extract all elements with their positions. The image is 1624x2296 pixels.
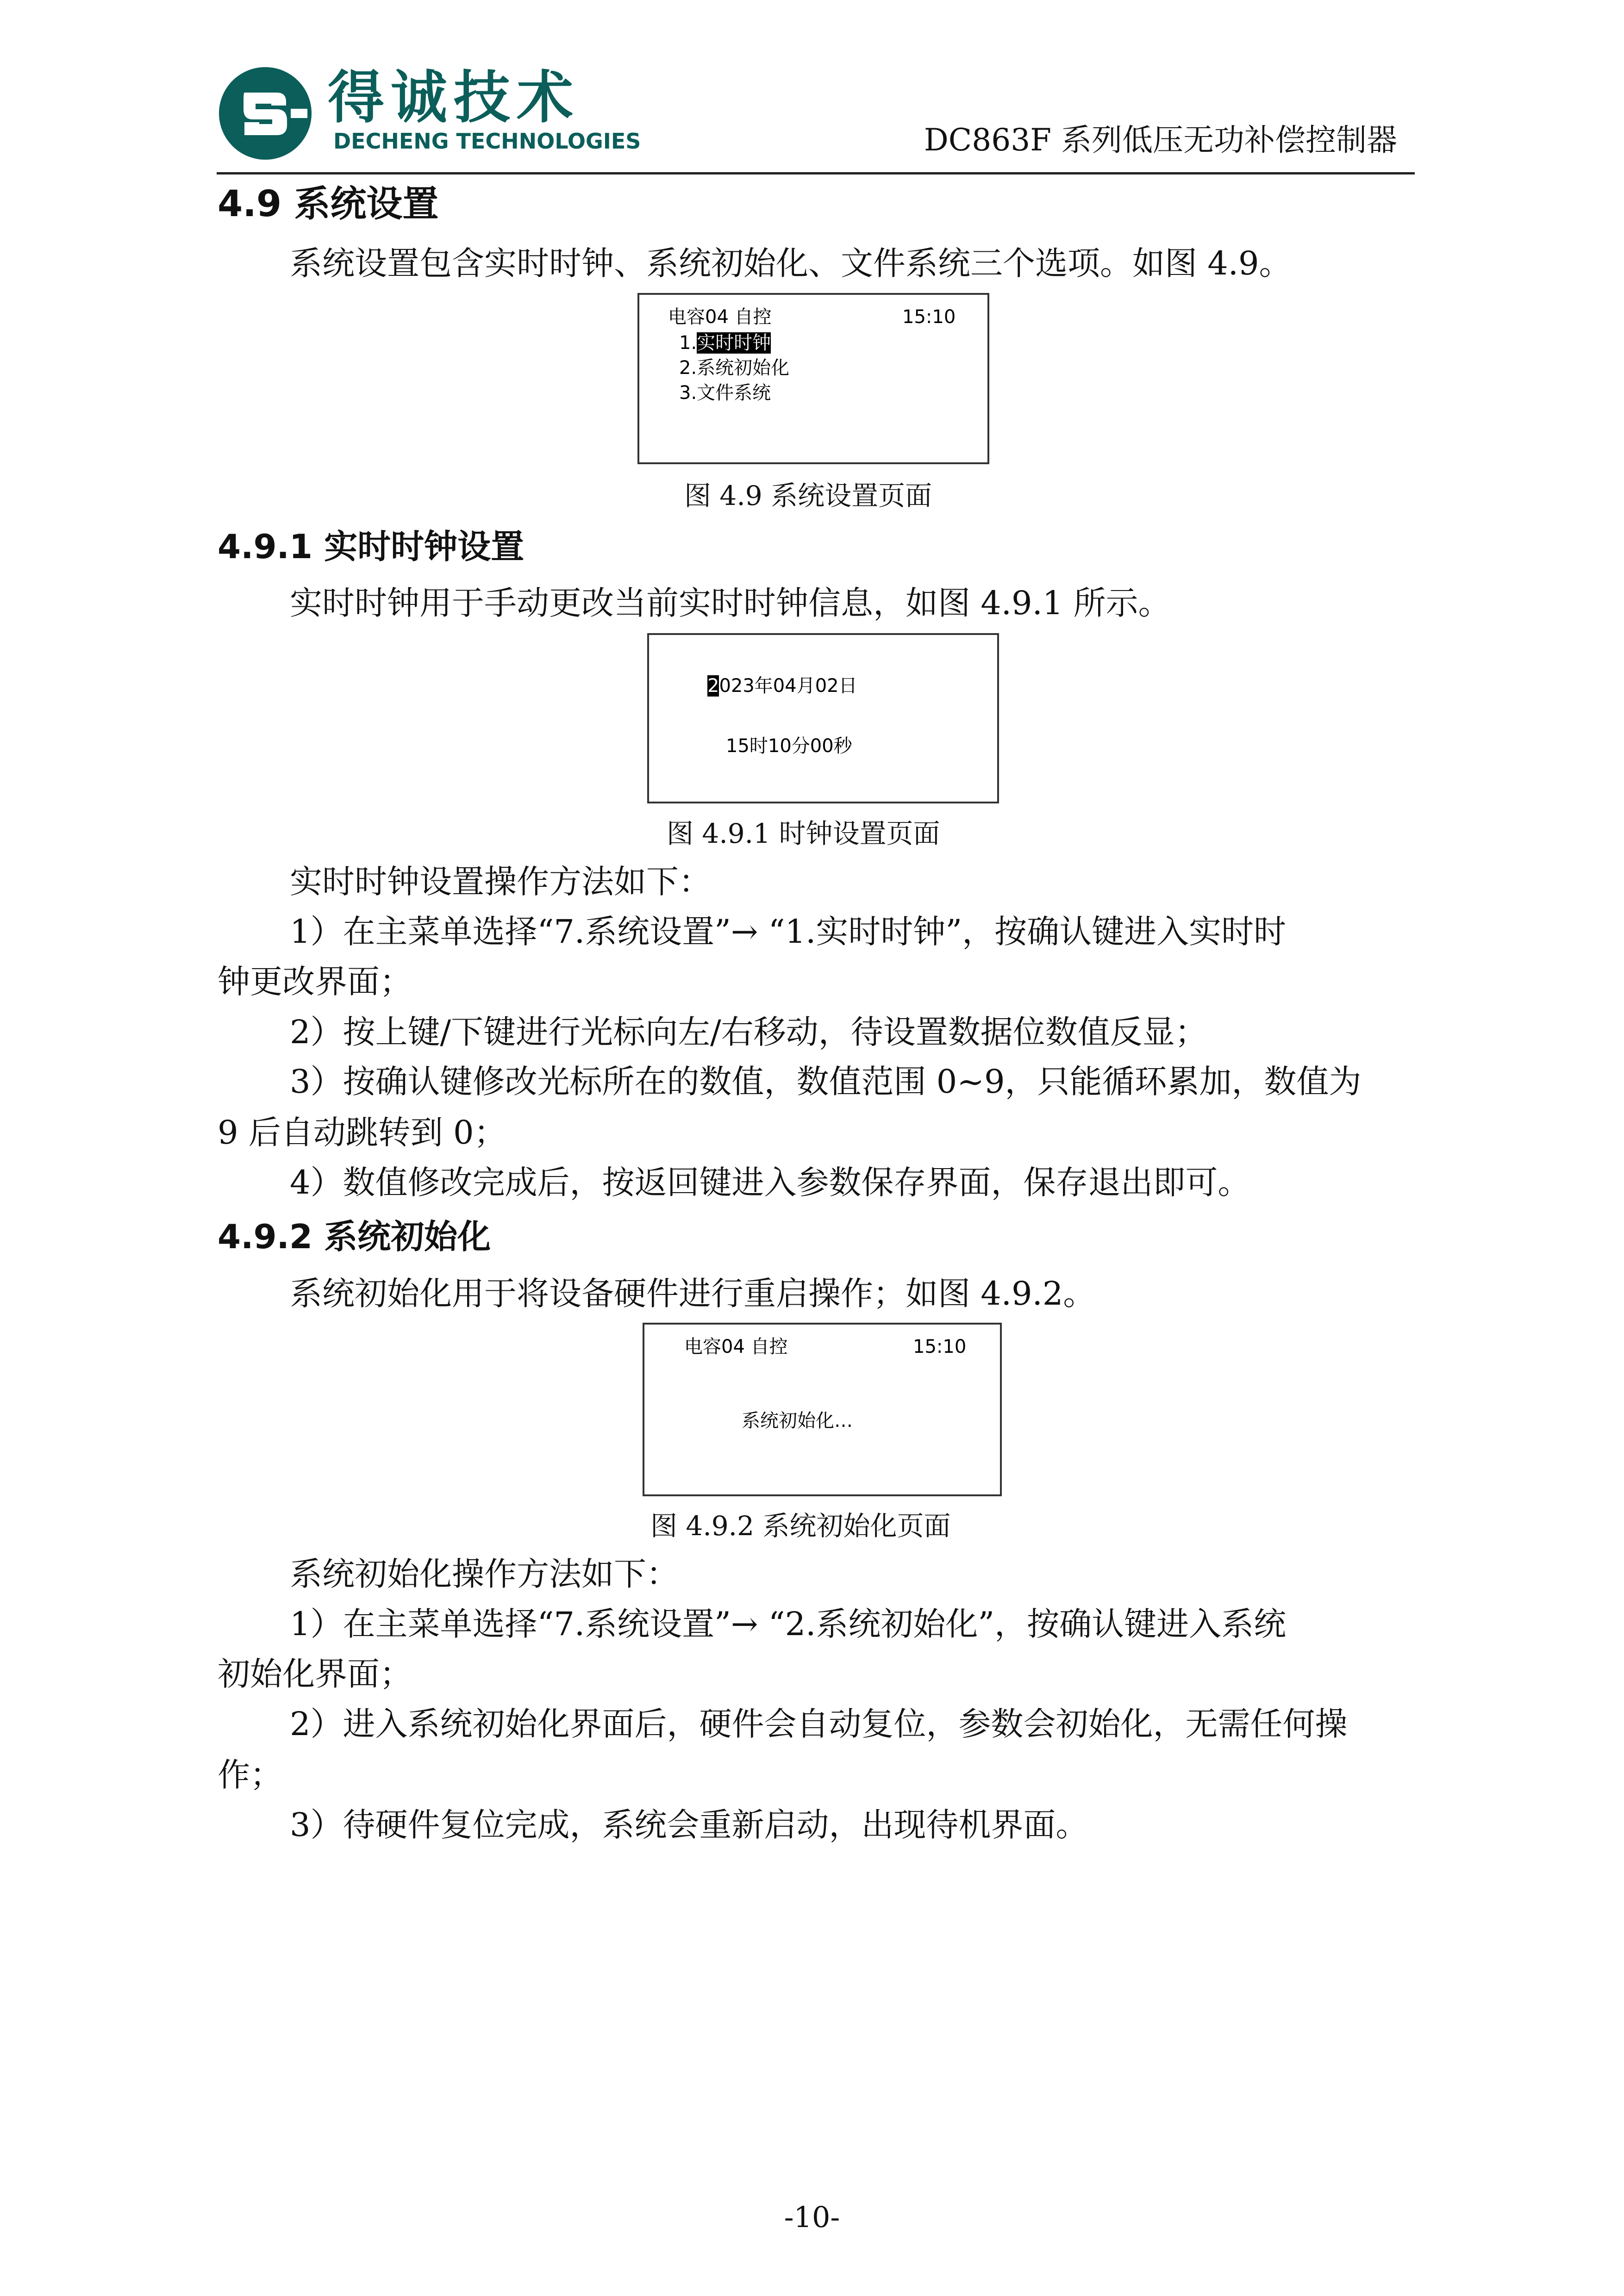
- edit-cursor: 2: [707, 675, 719, 697]
- menu-item-label: 系统初始化: [697, 357, 790, 379]
- menu-item-file-system: [679, 384, 771, 402]
- menu-item-label: 文件系统: [697, 382, 771, 404]
- menu-item-system-init: [679, 359, 789, 377]
- clock-method-title: 实时时钟设置操作方法如下：: [290, 863, 711, 901]
- init-step-2: 2）进入系统初始化界面后，硬件会自动复位，参数会初始化，无需任何操: [290, 1705, 1348, 1743]
- init-progress-message: 系统初始化…: [742, 1410, 853, 1431]
- section-4-9-1-heading: 4.9.1 实时时钟设置: [218, 527, 525, 566]
- menu-item-label-selected: 实时时钟: [697, 332, 771, 354]
- screen-clock: 15:10: [913, 1336, 967, 1357]
- clock-step-2: 2）按上键/下键进行光标向左/右移动，待设置数据位数值反显；: [290, 1013, 1207, 1051]
- system-settings-screen: [637, 293, 989, 464]
- section-4-9-heading: 4.9 系统设置: [218, 183, 439, 225]
- menu-item-realtime-clock: [679, 334, 771, 352]
- logo-english-text: DECHENG TECHNOLOGIES: [333, 129, 641, 154]
- menu-item-number: 3.: [679, 382, 697, 404]
- clock-step-1-continued: 钟更改界面；: [218, 963, 412, 1001]
- section-4-9-1-intro: 实时时钟用于手动更改当前实时时钟信息，如图 4.9.1 所示。: [290, 584, 1171, 622]
- document-title: DC863F 系列低压无功补偿控制器: [924, 122, 1397, 158]
- section-4-9-2-heading: 4.9.2 系统初始化: [218, 1217, 491, 1256]
- clock-settings-screen: [647, 633, 999, 803]
- section-4-9-intro: 系统设置包含实时时钟、系统初始化、文件系统三个选项。如图 4.9。: [290, 244, 1292, 282]
- init-step-1: 1）在主菜单选择“7.系统设置”→ “2.系统初始化”，按确认键进入系统: [290, 1605, 1287, 1643]
- menu-item-number: 2.: [679, 357, 697, 379]
- screen-status-label: 电容04 自控: [668, 306, 772, 328]
- init-step-3: 3）待硬件复位完成，系统会重新启动，出现待机界面。: [290, 1806, 1088, 1844]
- clock-step-3-continued: 9 后自动跳转到 0；: [218, 1114, 506, 1151]
- figure-4-9-2-caption: 图 4.9.2 系统初始化页面: [650, 1510, 951, 1542]
- init-step-2-continued: 作；: [218, 1756, 282, 1794]
- section-4-9-2-intro: 系统初始化用于将设备硬件进行重启操作；如图 4.9.2。: [290, 1275, 1096, 1313]
- init-step-1-continued: 初始化界面；: [218, 1655, 412, 1693]
- screen-status-label: 电容04 自控: [684, 1336, 788, 1357]
- page-number: -10-: [784, 2200, 840, 2234]
- screen-clock: 15:10: [902, 306, 956, 328]
- clock-step-1: 1）在主菜单选择“7.系统设置”→ “1.实时时钟”，按确认键进入实时时: [290, 913, 1287, 951]
- logo-chinese-text: 得诚技术: [328, 65, 580, 131]
- figure-4-9-1-caption: 图 4.9.1 时钟设置页面: [667, 818, 940, 849]
- figure-4-9-caption: 图 4.9 系统设置页面: [684, 480, 932, 511]
- time-display: 15时10分00秒: [726, 735, 852, 757]
- clock-step-4: 4）数值修改完成后，按返回键进入参数保存界面，保存退出即可。: [290, 1164, 1250, 1201]
- system-init-screen: [643, 1323, 1002, 1496]
- date-display: [707, 677, 857, 695]
- menu-item-number: 1.: [679, 332, 697, 354]
- header-divider: [217, 172, 1415, 174]
- init-method-title: 系统初始化操作方法如下：: [290, 1555, 679, 1593]
- company-logo-icon: [217, 65, 314, 162]
- clock-step-3: 3）按确认键修改光标所在的数值，数值范围 0~9，只能循环累加，数值为: [290, 1063, 1362, 1101]
- date-value: 023年04月02日: [719, 675, 857, 697]
